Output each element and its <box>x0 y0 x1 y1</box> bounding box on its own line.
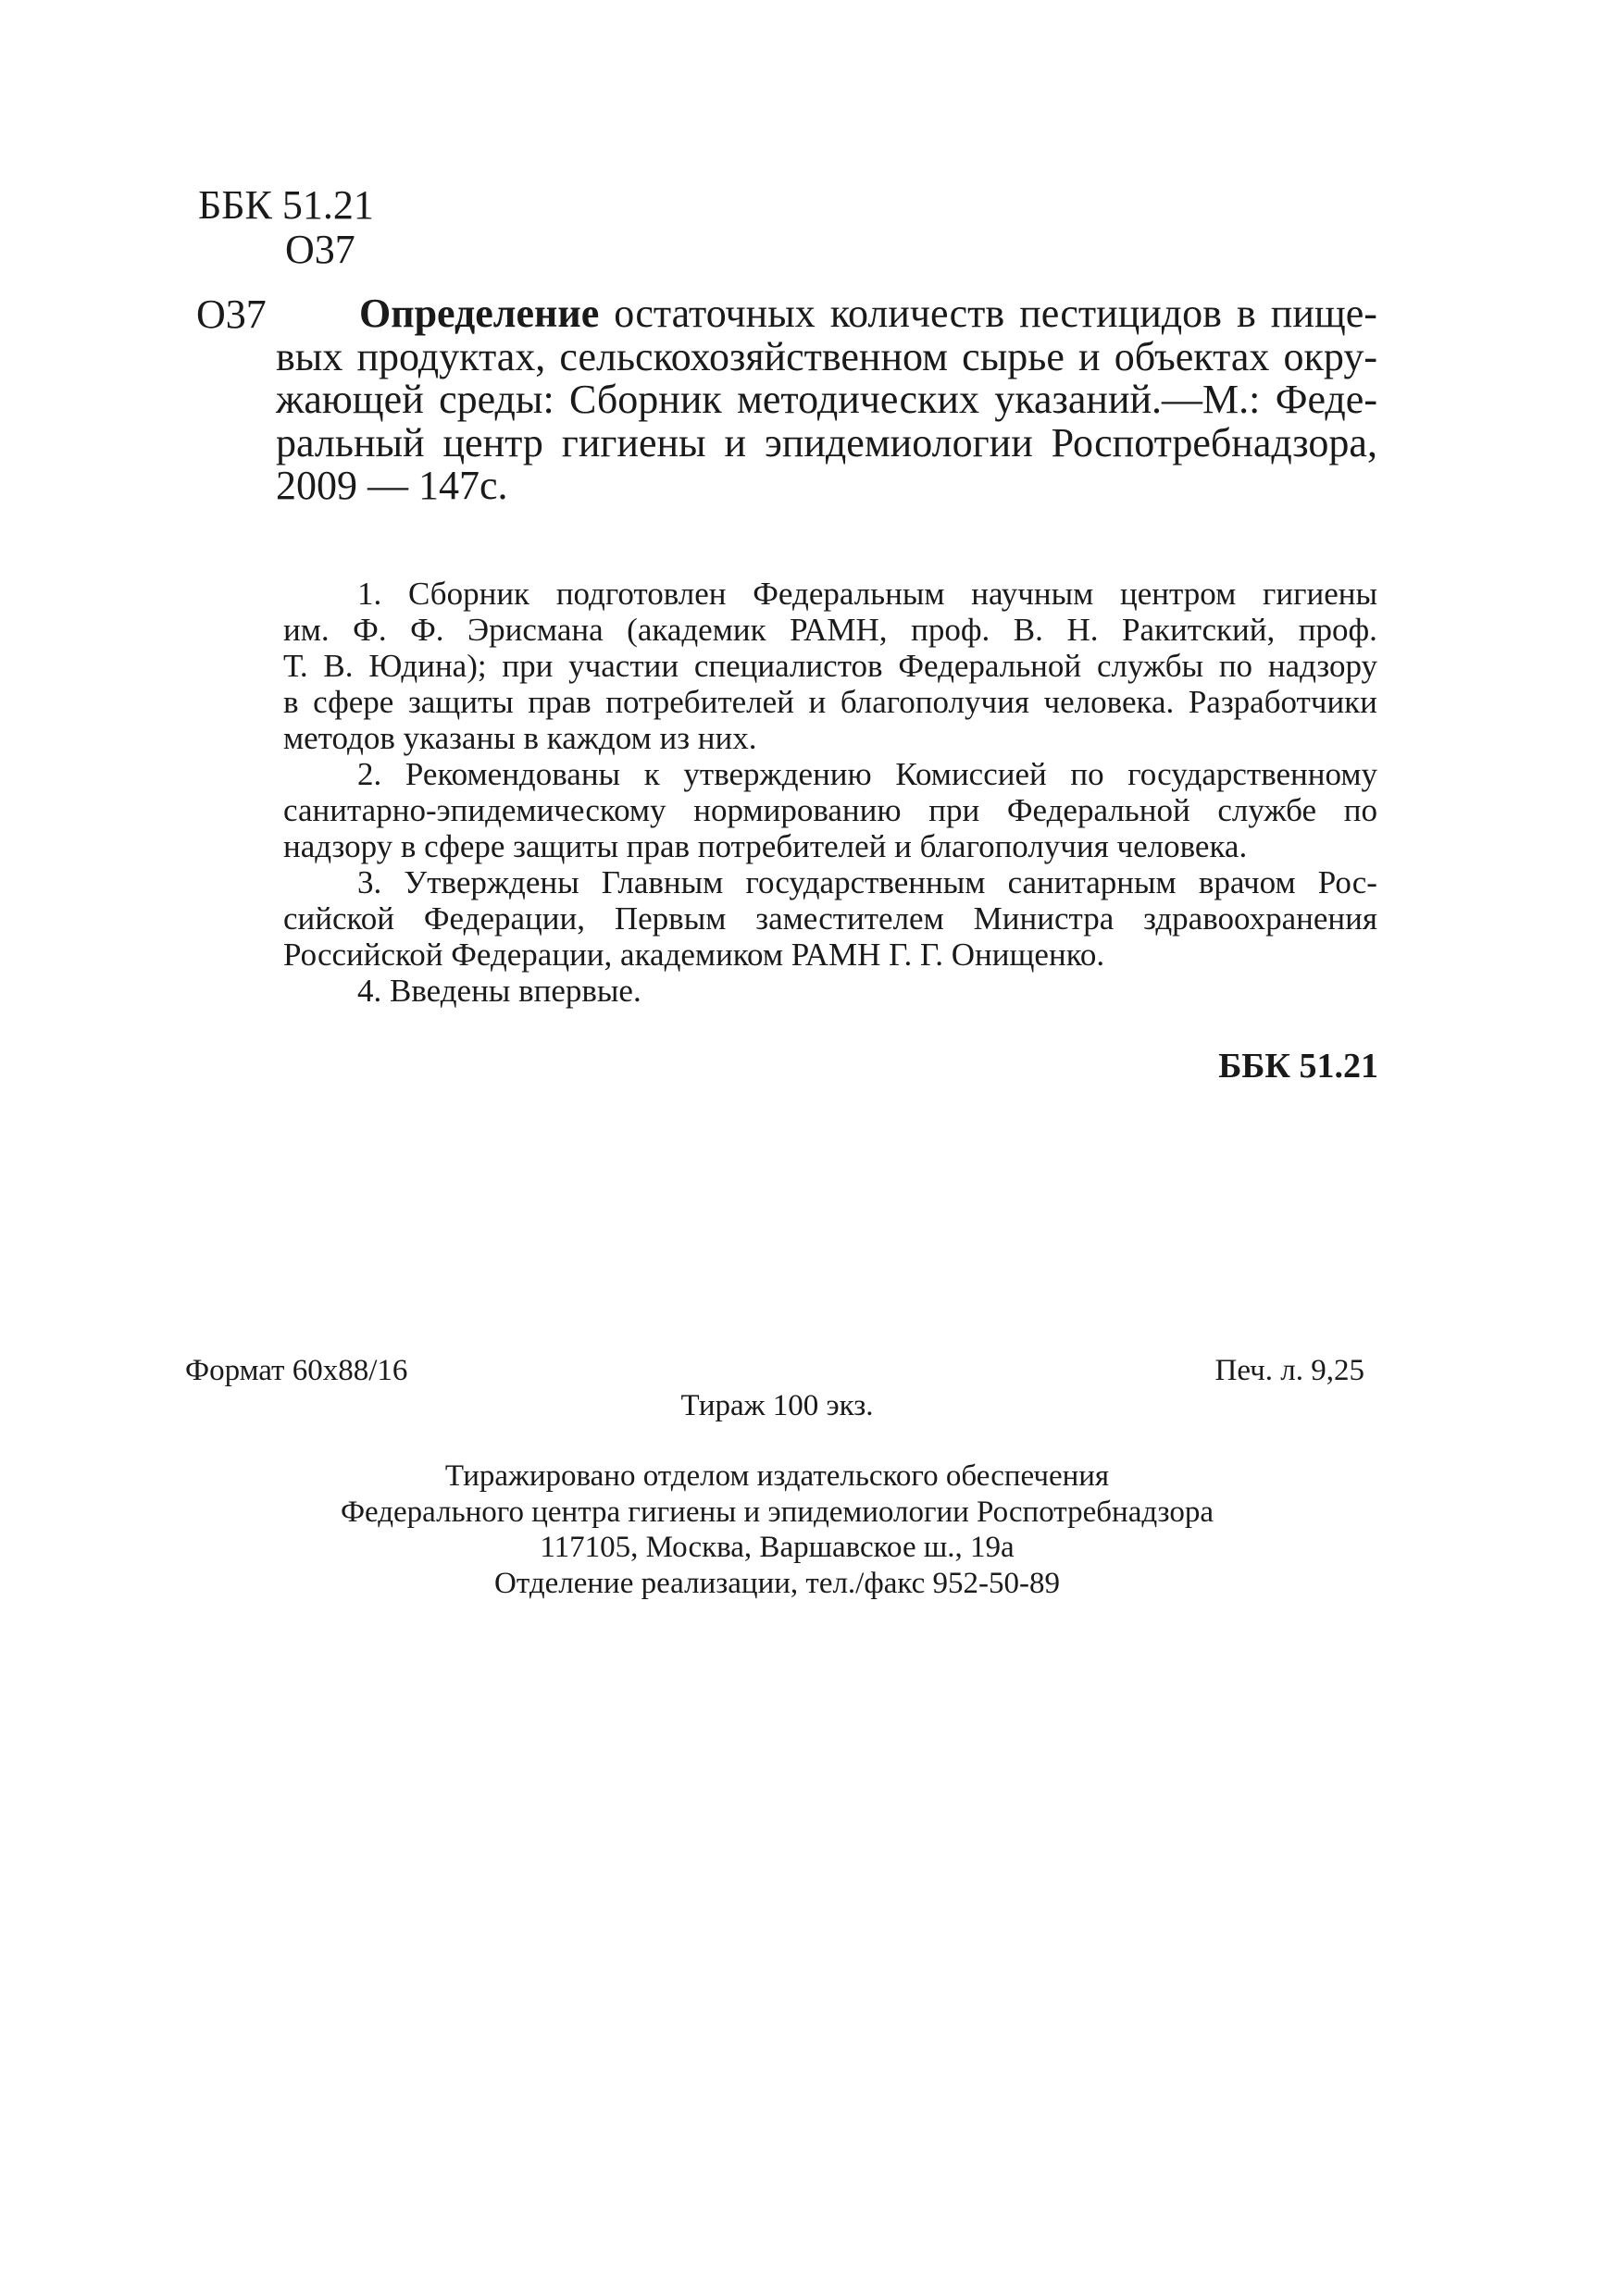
word: пище- <box>1270 291 1377 336</box>
word: научным <box>971 576 1094 612</box>
word: Федеральной <box>898 648 1082 684</box>
word: Комиссией <box>895 756 1047 792</box>
notes-list <box>283 576 1377 1009</box>
word: центром <box>1120 576 1237 612</box>
word: потребителей <box>605 684 794 720</box>
word: Федеральным <box>753 576 945 612</box>
word: Федерации, <box>423 900 585 937</box>
word: Рекомендованы <box>405 756 621 792</box>
word: Разработчики <box>1188 684 1377 720</box>
note-line <box>283 973 1377 1009</box>
word: и <box>808 684 827 720</box>
format-info: Формат 60х88/16 <box>185 1354 408 1387</box>
line-text: 4. Введены впервые. <box>357 973 641 1009</box>
word: Первым <box>614 900 727 937</box>
word: указаний.—М.: <box>994 377 1261 422</box>
word: защиты <box>407 684 514 720</box>
entry-line <box>276 465 1377 508</box>
word: и <box>724 419 747 465</box>
publisher-line: Отделение реализации, тел./факс 952-50-89 <box>494 1566 1060 1600</box>
word: сырье <box>962 333 1065 379</box>
note-line <box>283 828 1377 864</box>
word: В. <box>1013 612 1043 648</box>
word: В. <box>323 648 354 684</box>
entry-title-word: Определение <box>359 291 600 336</box>
line-text: 2009 — 147с. <box>276 463 508 508</box>
entry-line <box>276 379 1377 422</box>
word: продуктах, <box>356 333 546 379</box>
word: Ракитский, <box>1122 612 1276 648</box>
note-item <box>283 576 1377 756</box>
line-text: Российской Федерации, академиком РАМН Г. Г. Онищенко. <box>283 937 1105 973</box>
note-item <box>283 756 1377 864</box>
word: службы <box>1096 648 1204 684</box>
note-item <box>283 864 1377 973</box>
note-line <box>283 864 1377 900</box>
word: 3. <box>357 864 382 900</box>
note-item <box>283 973 1377 1009</box>
word: вых <box>276 333 343 379</box>
word: проф. <box>911 612 990 648</box>
note-line <box>283 576 1377 612</box>
word: государственным <box>745 864 986 900</box>
entry-author-mark: О37 <box>196 292 267 337</box>
word: сельскохозяйственном <box>559 333 949 379</box>
line-text: методов указаны в каждом из них. <box>283 720 757 756</box>
printed-sheets: Печ. л. 9,25 <box>1214 1354 1364 1387</box>
word: подготовлен <box>555 576 727 612</box>
word: гигиены <box>561 419 706 465</box>
word: ральный <box>276 419 425 465</box>
word: Эрисмана <box>467 612 604 648</box>
word: Ф. <box>410 612 444 648</box>
word: Главным <box>601 864 724 900</box>
word: 1. <box>357 576 382 612</box>
word: заместителем <box>755 900 944 937</box>
word: врачом <box>1198 864 1296 900</box>
word: Сборник <box>408 576 530 612</box>
word: по <box>1343 792 1377 828</box>
word: Министра <box>973 900 1115 937</box>
word: количеств <box>829 291 1005 336</box>
entry-line <box>276 292 1377 336</box>
word: Юдина); <box>368 648 487 684</box>
note-line <box>283 756 1377 792</box>
entry-line <box>276 333 1377 379</box>
word: надзору <box>1267 648 1377 684</box>
note-line <box>283 720 1377 756</box>
note-line <box>283 937 1377 973</box>
word: Н. <box>1066 612 1099 648</box>
publisher-line: Федерального центра гигиены и эпидемиологии Роспотребнадзора <box>340 1495 1214 1529</box>
word: службе <box>1217 792 1317 828</box>
word: Роспотребнадзора, <box>1051 419 1377 465</box>
word: при <box>502 648 554 684</box>
word: жающей <box>276 377 424 422</box>
author-mark: О37 <box>285 227 355 272</box>
word: здравоохранения <box>1143 900 1377 937</box>
print-run: Тираж 100 экз. <box>680 1389 874 1422</box>
word: (академик <box>627 612 766 648</box>
note-line <box>283 648 1377 684</box>
word: гигиены <box>1263 576 1377 612</box>
word: эпидемиологии <box>764 419 1033 465</box>
word: окру- <box>1283 333 1377 379</box>
word: государственному <box>1127 756 1377 792</box>
word: им. <box>283 612 330 648</box>
word: и <box>1078 333 1101 379</box>
word: Сборник <box>569 377 722 422</box>
word: прав <box>528 684 592 720</box>
word: РАМН, <box>790 612 888 648</box>
note-line <box>283 612 1377 648</box>
word: центр <box>442 419 543 465</box>
word: 2. <box>357 756 382 792</box>
bbk-code: ББК 51.21 <box>198 182 374 228</box>
word: санитарно-эпидемическому <box>283 792 666 828</box>
word: Феде- <box>1275 377 1377 422</box>
word: Федеральной <box>1006 792 1190 828</box>
catalog-entry <box>276 292 1377 508</box>
word: в <box>283 684 299 720</box>
note-line <box>283 684 1377 720</box>
line-text: надзору в сфере защиты прав потребителей и благополучия человека. <box>283 828 1248 864</box>
word: среды: <box>439 377 554 422</box>
note-line <box>283 900 1377 937</box>
word: благополучия <box>840 684 1029 720</box>
entry-line <box>276 419 1377 465</box>
word: человека. <box>1043 684 1175 720</box>
word: Ф. <box>353 612 387 648</box>
word: утверждению <box>683 756 872 792</box>
publisher-line: Тиражировано отделом издательского обеспечения <box>444 1459 1110 1493</box>
bbk-code-footer: ББК 51.21 <box>1218 1047 1378 1086</box>
word: сийской <box>283 900 394 937</box>
note-line <box>283 792 1377 828</box>
word: санитарным <box>1007 864 1177 900</box>
word: в <box>1236 291 1256 336</box>
word: проф. <box>1298 612 1377 648</box>
word: объектах <box>1114 333 1270 379</box>
word: к <box>643 756 660 792</box>
word: нормированию <box>693 792 902 828</box>
word: при <box>928 792 980 828</box>
word: пестицидов <box>1019 291 1222 336</box>
word: Т. <box>283 648 308 684</box>
word: методических <box>737 377 979 422</box>
publisher-line: 117105, Москва, Варшавское ш., 19а <box>540 1531 1015 1564</box>
word: Утверждены <box>404 864 579 900</box>
word: сфере <box>313 684 394 720</box>
word: участии <box>568 648 679 684</box>
publisher-info <box>0 1458 1554 1601</box>
word: по <box>1070 756 1104 792</box>
word: остаточных <box>614 291 816 336</box>
word: Рос- <box>1317 864 1377 900</box>
word: по <box>1218 648 1253 684</box>
word: специалистов <box>693 648 883 684</box>
